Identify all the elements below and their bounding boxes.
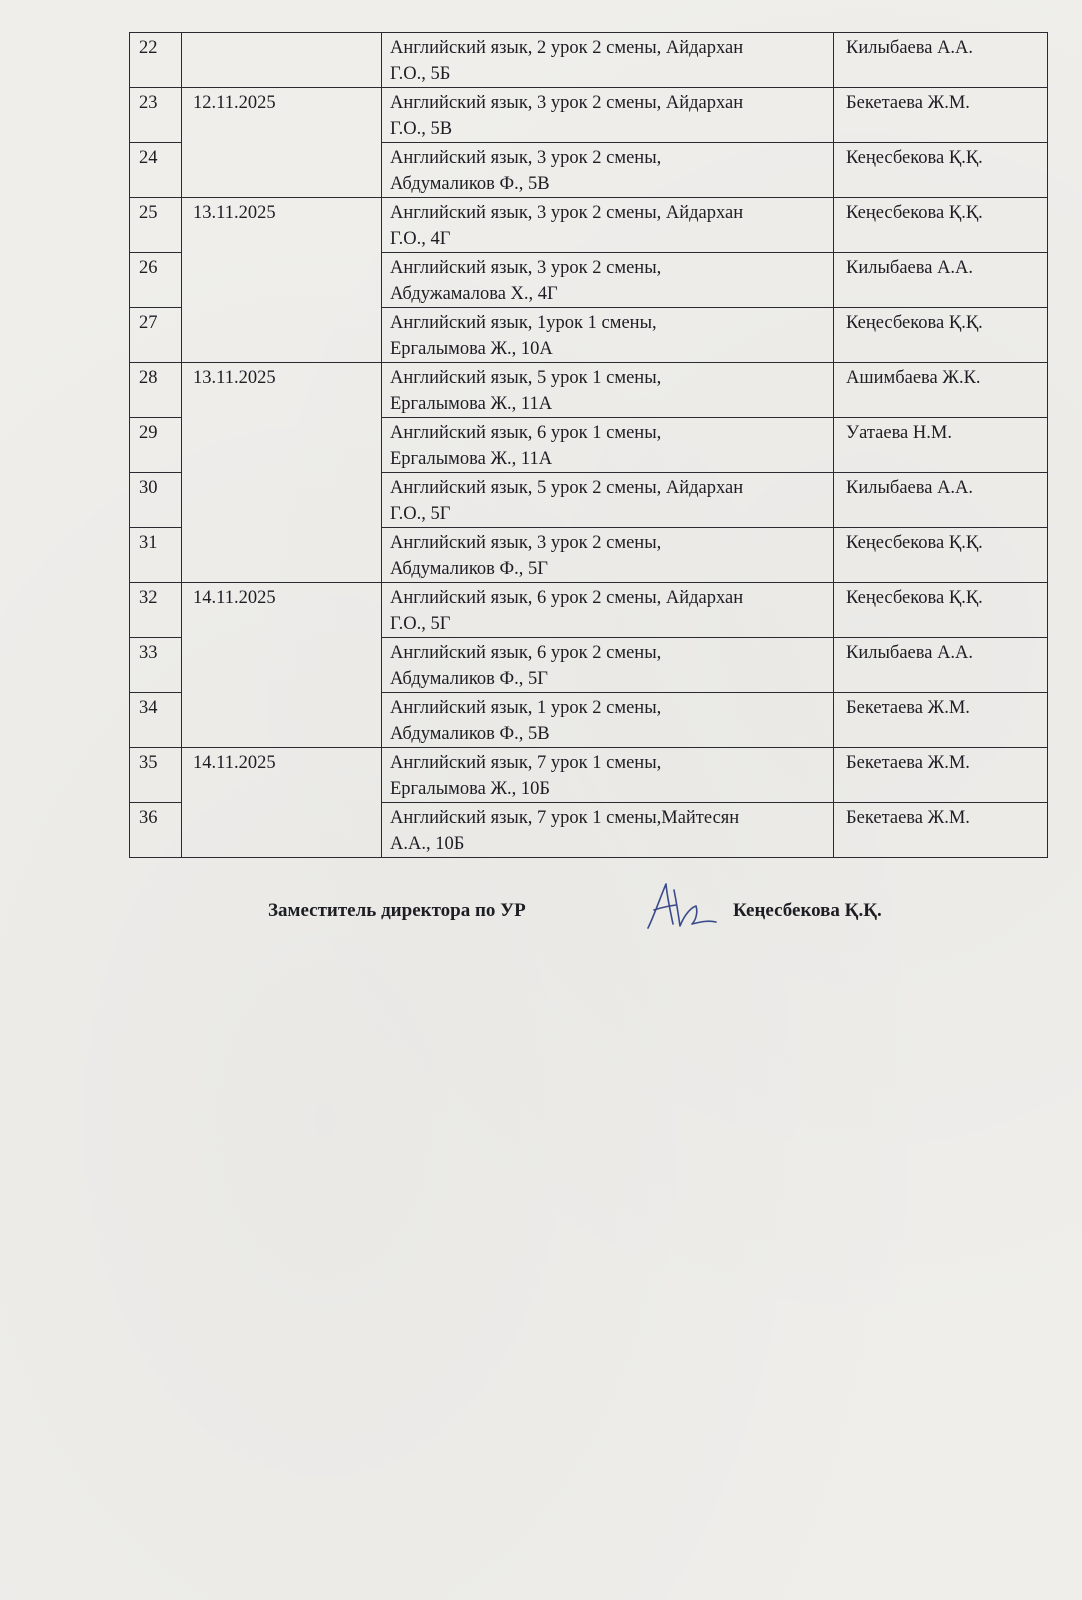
row-number: 25 [130, 198, 182, 253]
lesson-line: Абдумаликов Ф., 5В [390, 724, 550, 744]
lesson-description [382, 418, 834, 473]
lesson-description [382, 198, 834, 253]
lesson-line: Английский язык, 6 урок 2 смены, [390, 643, 662, 663]
lesson-date: 13.11.2025 [182, 363, 382, 583]
observer-name: Бекетаева Ж.М. [834, 693, 1048, 748]
lesson-description [382, 308, 834, 363]
lesson-description [382, 528, 834, 583]
lesson-line: Английский язык, 1 урок 2 смены, [390, 698, 662, 718]
table-body [130, 33, 1048, 858]
lesson-line: Английский язык, 7 урок 1 смены, [390, 753, 662, 773]
observer-name: Ашимбаева Ж.К. [834, 363, 1048, 418]
lesson-line: Г.О., 5Г [390, 614, 451, 634]
lesson-line: Ергалымова Ж., 11А [390, 449, 553, 469]
lesson-line: Английский язык, 1урок 1 смены, [390, 313, 657, 333]
row-number: 26 [130, 253, 182, 308]
observer-name: Уатаева Н.М. [834, 418, 1048, 473]
lesson-description [382, 363, 834, 418]
row-number: 27 [130, 308, 182, 363]
lesson-line: Абдумаликов Ф., 5В [390, 174, 550, 194]
observer-name: Бекетаева Ж.М. [834, 803, 1048, 858]
lesson-line: Абдумаликов Ф., 5Г [390, 669, 548, 689]
observer-name: Кеңесбекова Қ.Қ. [834, 583, 1048, 638]
lesson-line: Английский язык, 3 урок 2 смены, [390, 533, 662, 553]
lesson-description [382, 803, 834, 858]
row-number: 31 [130, 528, 182, 583]
signatory-title: Заместитель директора по УР [268, 900, 526, 921]
lesson-line: Абдужамалова Х., 4Г [390, 284, 558, 304]
lesson-line: Английский язык, 3 урок 2 смены, Айдархан [390, 203, 744, 223]
row-number: 32 [130, 583, 182, 638]
lesson-date: 14.11.2025 [182, 583, 382, 748]
observer-name: Бекетаева Ж.М. [834, 88, 1048, 143]
signature-block [0, 890, 1082, 950]
table-row [130, 748, 1048, 803]
observer-name: Кеңесбекова Қ.Қ. [834, 198, 1048, 253]
lesson-line: Ергалымова Ж., 10Б [390, 779, 551, 799]
lesson-description [382, 253, 834, 308]
lesson-line: Английский язык, 5 урок 2 смены, Айдархан [390, 478, 744, 498]
lesson-date: 12.11.2025 [182, 88, 382, 198]
row-number: 28 [130, 363, 182, 418]
lesson-line: Английский язык, 6 урок 1 смены, [390, 423, 662, 443]
table-row [130, 198, 1048, 253]
lesson-line: Г.О., 4Г [390, 229, 451, 249]
table-row [130, 583, 1048, 638]
observer-name: Кеңесбекова Қ.Қ. [834, 528, 1048, 583]
observer-name: Бекетаева Ж.М. [834, 748, 1048, 803]
lesson-date: 13.11.2025 [182, 198, 382, 363]
lesson-line: Г.О., 5Б [390, 64, 451, 84]
observer-name: Килыбаева А.А. [834, 253, 1048, 308]
lesson-line: А.А., 10Б [390, 834, 465, 854]
lesson-line: Английский язык, 6 урок 2 смены, Айдархан [390, 588, 744, 608]
table-row [130, 363, 1048, 418]
observer-name: Кеңесбекова Қ.Қ. [834, 143, 1048, 198]
lesson-description [382, 638, 834, 693]
lesson-line: Ергалымова Ж., 11А [390, 394, 553, 414]
row-number: 22 [130, 33, 182, 88]
observer-name: Килыбаева А.А. [834, 638, 1048, 693]
lesson-line: Английский язык, 2 урок 2 смены, Айдархан [390, 38, 744, 58]
row-number: 33 [130, 638, 182, 693]
lesson-description [382, 583, 834, 638]
row-number: 29 [130, 418, 182, 473]
row-number: 36 [130, 803, 182, 858]
lesson-line: Английский язык, 3 урок 2 смены, [390, 148, 662, 168]
lesson-observation-table [129, 32, 1048, 858]
observer-name: Кеңесбекова Қ.Қ. [834, 308, 1048, 363]
lesson-date: 14.11.2025 [182, 748, 382, 858]
observer-name: Килыбаева А.А. [834, 33, 1048, 88]
lesson-description [382, 693, 834, 748]
row-number: 23 [130, 88, 182, 143]
lesson-line: Английский язык, 3 урок 2 смены, [390, 258, 662, 278]
lesson-line: Г.О., 5Г [390, 504, 451, 524]
lesson-description [382, 748, 834, 803]
lesson-description [382, 88, 834, 143]
lesson-date [182, 33, 382, 88]
lesson-line: Английский язык, 5 урок 1 смены, [390, 368, 662, 388]
table-row [130, 33, 1048, 88]
lesson-description [382, 33, 834, 88]
handwritten-signature [640, 876, 730, 936]
lesson-line: Абдумаликов Ф., 5Г [390, 559, 548, 579]
table-row [130, 88, 1048, 143]
lesson-line: Английский язык, 3 урок 2 смены, Айдархан [390, 93, 744, 113]
row-number: 35 [130, 748, 182, 803]
lesson-line: Английский язык, 7 урок 1 смены,Майтесян [390, 808, 740, 828]
signatory-name: Кеңесбекова Қ.Қ. [733, 900, 882, 921]
row-number: 24 [130, 143, 182, 198]
lesson-description [382, 143, 834, 198]
lesson-line: Ергалымова Ж., 10А [390, 339, 553, 359]
row-number: 34 [130, 693, 182, 748]
row-number: 30 [130, 473, 182, 528]
lesson-line: Г.О., 5В [390, 119, 453, 139]
observer-name: Килыбаева А.А. [834, 473, 1048, 528]
lesson-description [382, 473, 834, 528]
